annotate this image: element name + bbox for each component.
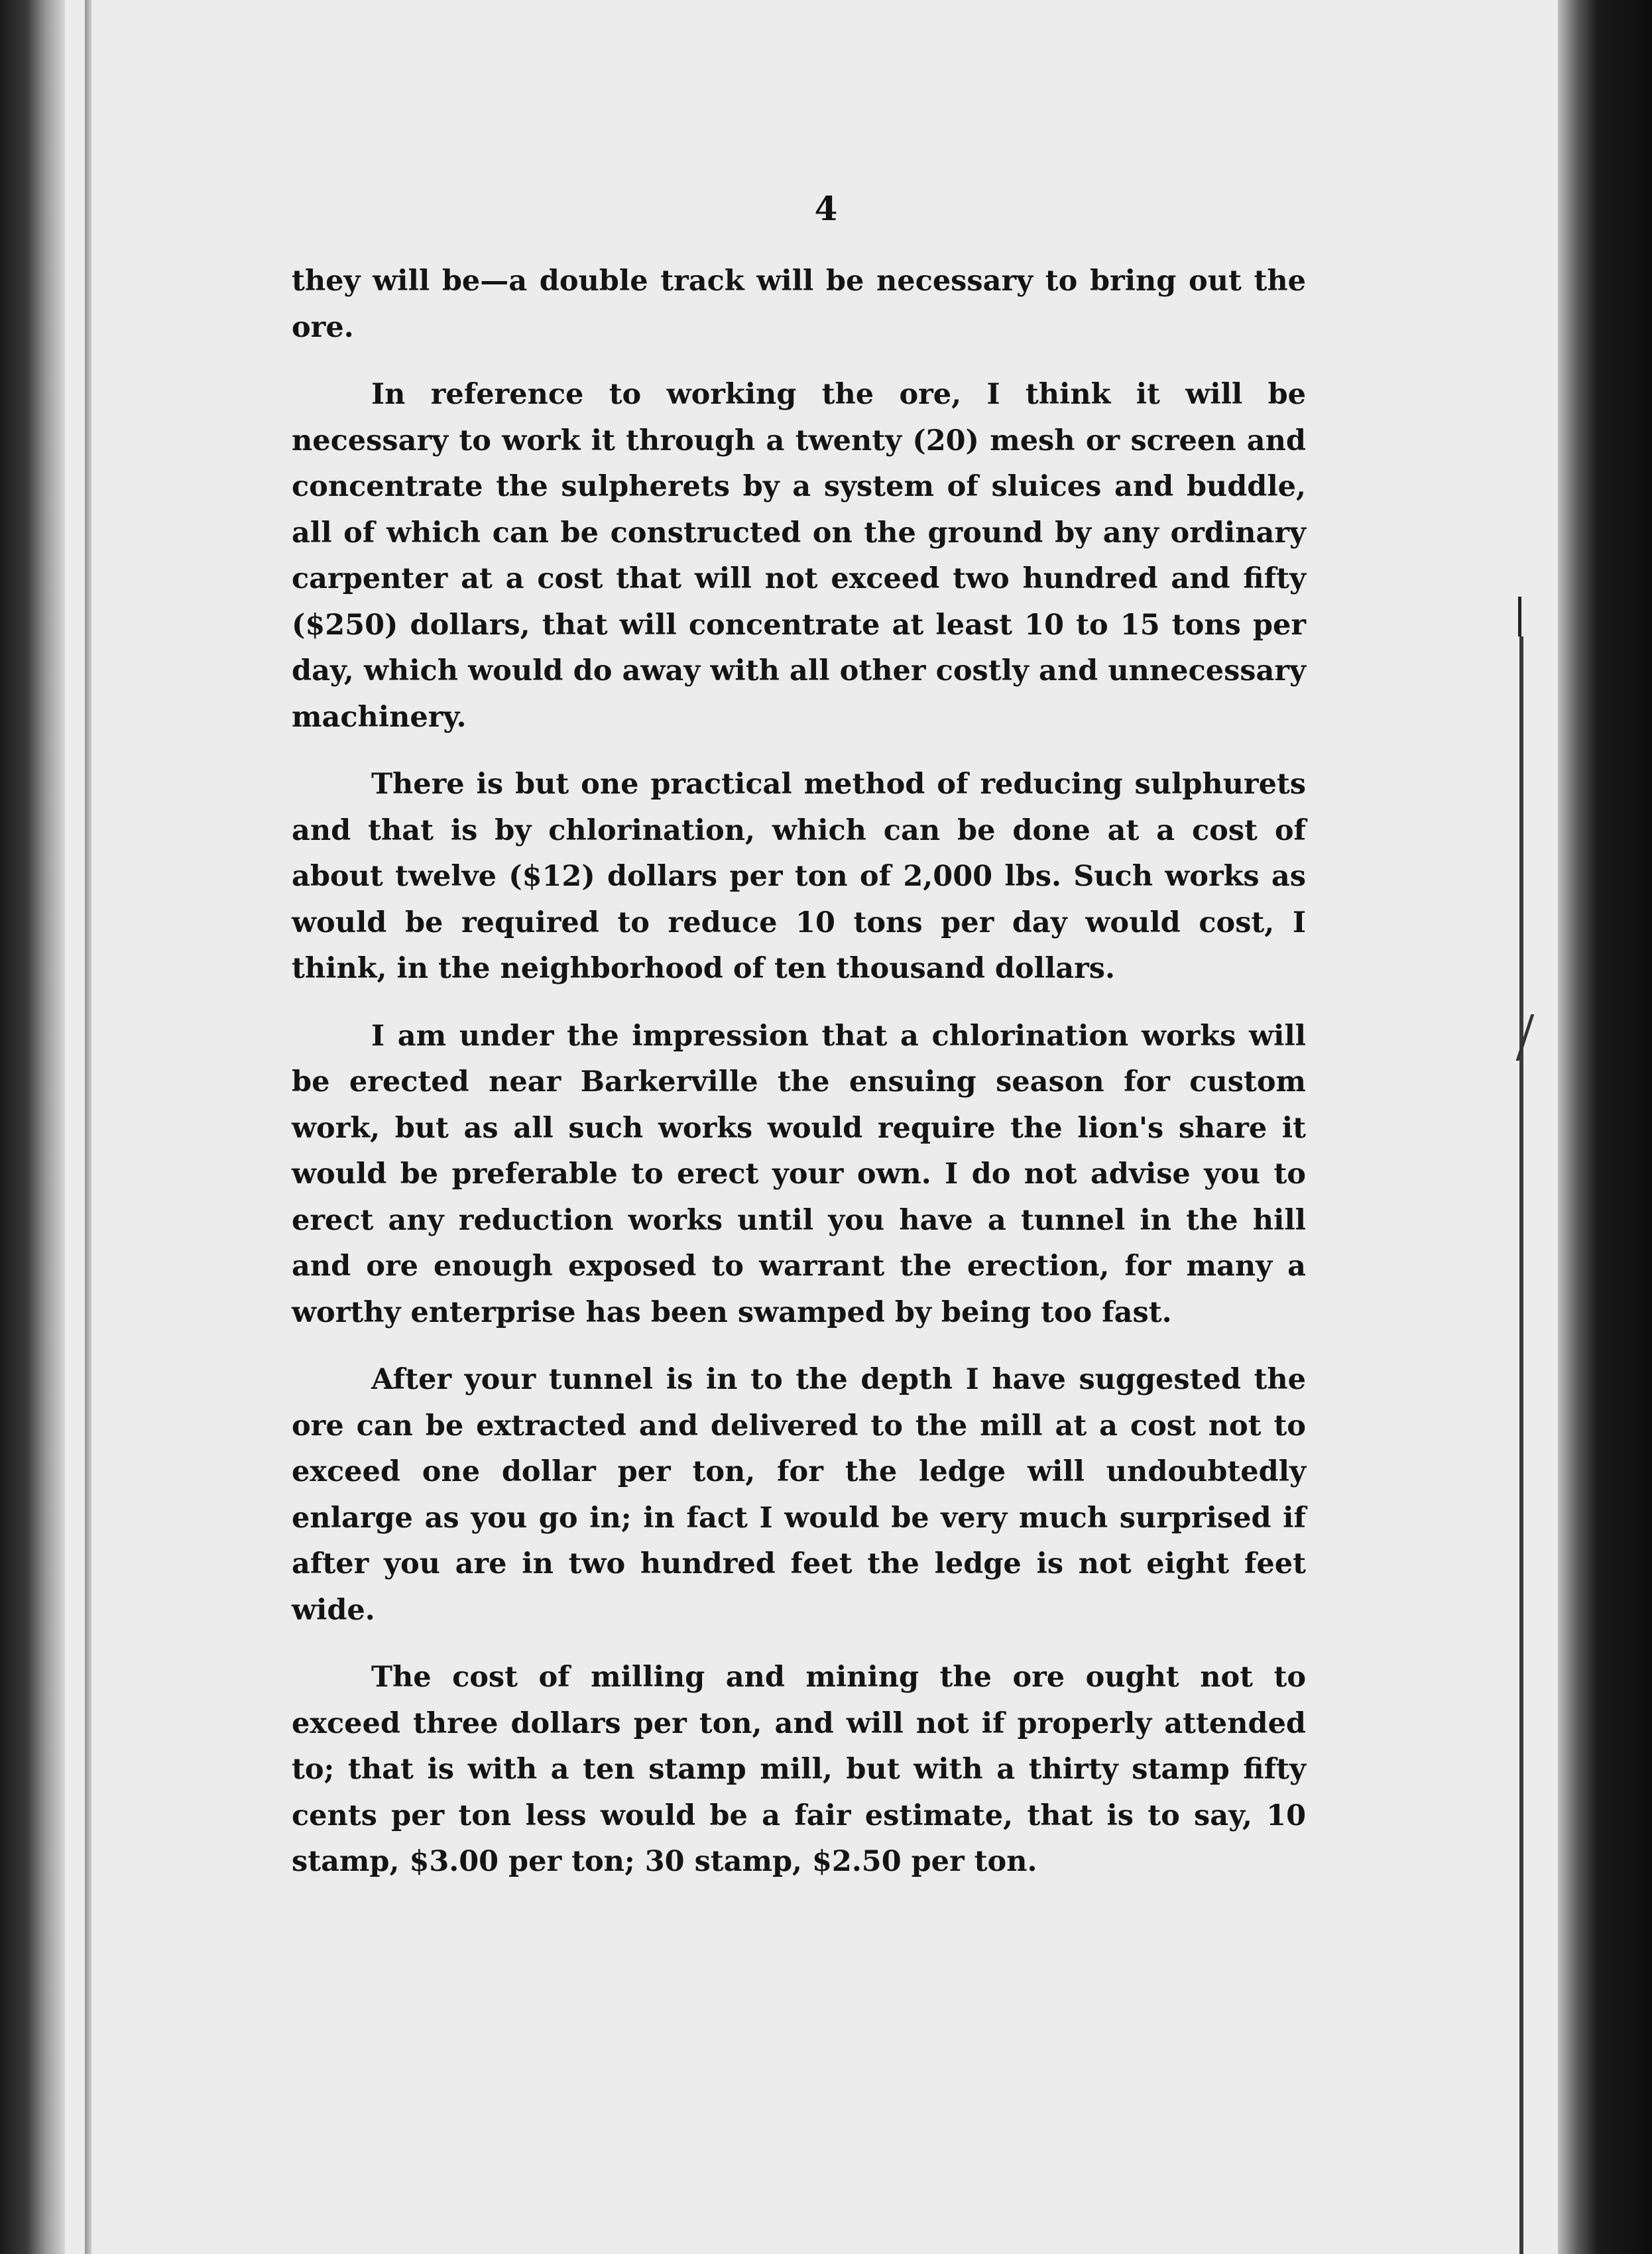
paragraph-reduction-works: I am under the impression that a chlorination works will be erected near Barkerville the ensuing season for custom work, but as all such works would require the lion's share it would be preferable to erect your own. I do not advise you to erect any reduction works until you have a tunnel in the hill and ore enough exposed to warrant the erection, for many a worthy enterprise has been swamped by being too fast. [292,1019,1306,1329]
paragraph-continuation: they will be—a double track will be necessary to bring out the ore. [292,265,1306,344]
left-margin-rule [85,0,91,2254]
right-margin-tick [1518,597,1521,636]
right-page-edge-shadow [1558,0,1652,2254]
paragraph-chlorination-method: There is but one practical method of reducing sulphurets and that is by chlorination, which can be done at a cost of about twelve ($12) dollars per ton of 2,000 lbs. Such works as would be required to reduce 10 tons per day would cost, I think, in the neighborhood of ten thousand dollars. [292,768,1306,985]
left-binding-edge [0,0,65,2254]
body-text [292,259,1306,1907]
paragraph-milling-cost: The cost of milling and mining the ore ought not to exceed three dollars per ton, and will not if properly attended to; that is with a ten stamp mill, but with a thirty stamp fifty cents per ton less would be a fair estimate, that is to say, 10 stamp, $3.00 per ton; 30 stamp, $2.50 per ton. [292,1661,1306,1878]
paragraph-tunnel-depth: After your tunnel is in to the depth I have suggested the ore can be extracted and delivered to the mill at a cost not to exceed one dollar per ton, for the ledge will undoubtedly enlarge as you go in; in fact I would be very much surprised if after you are in two hundred feet the ledge is not eight feet wide. [292,1363,1306,1627]
paragraph-working-ore: In reference to working the ore, I think it will be necessary to work it through a twenty (20) mesh or screen and concentrate the sulpherets by a system of sluices and buddle, all of which can be constructed on the ground by any ordinary carpenter at a cost that will not exceed two hundred and fifty ($250) dollars, that will concentrate at least 10 to 15 tons per day, which would do away with all other costly and unnecessary machinery. [292,378,1306,734]
page-number: 4 [814,189,838,228]
right-margin-rule [1519,636,1523,2254]
